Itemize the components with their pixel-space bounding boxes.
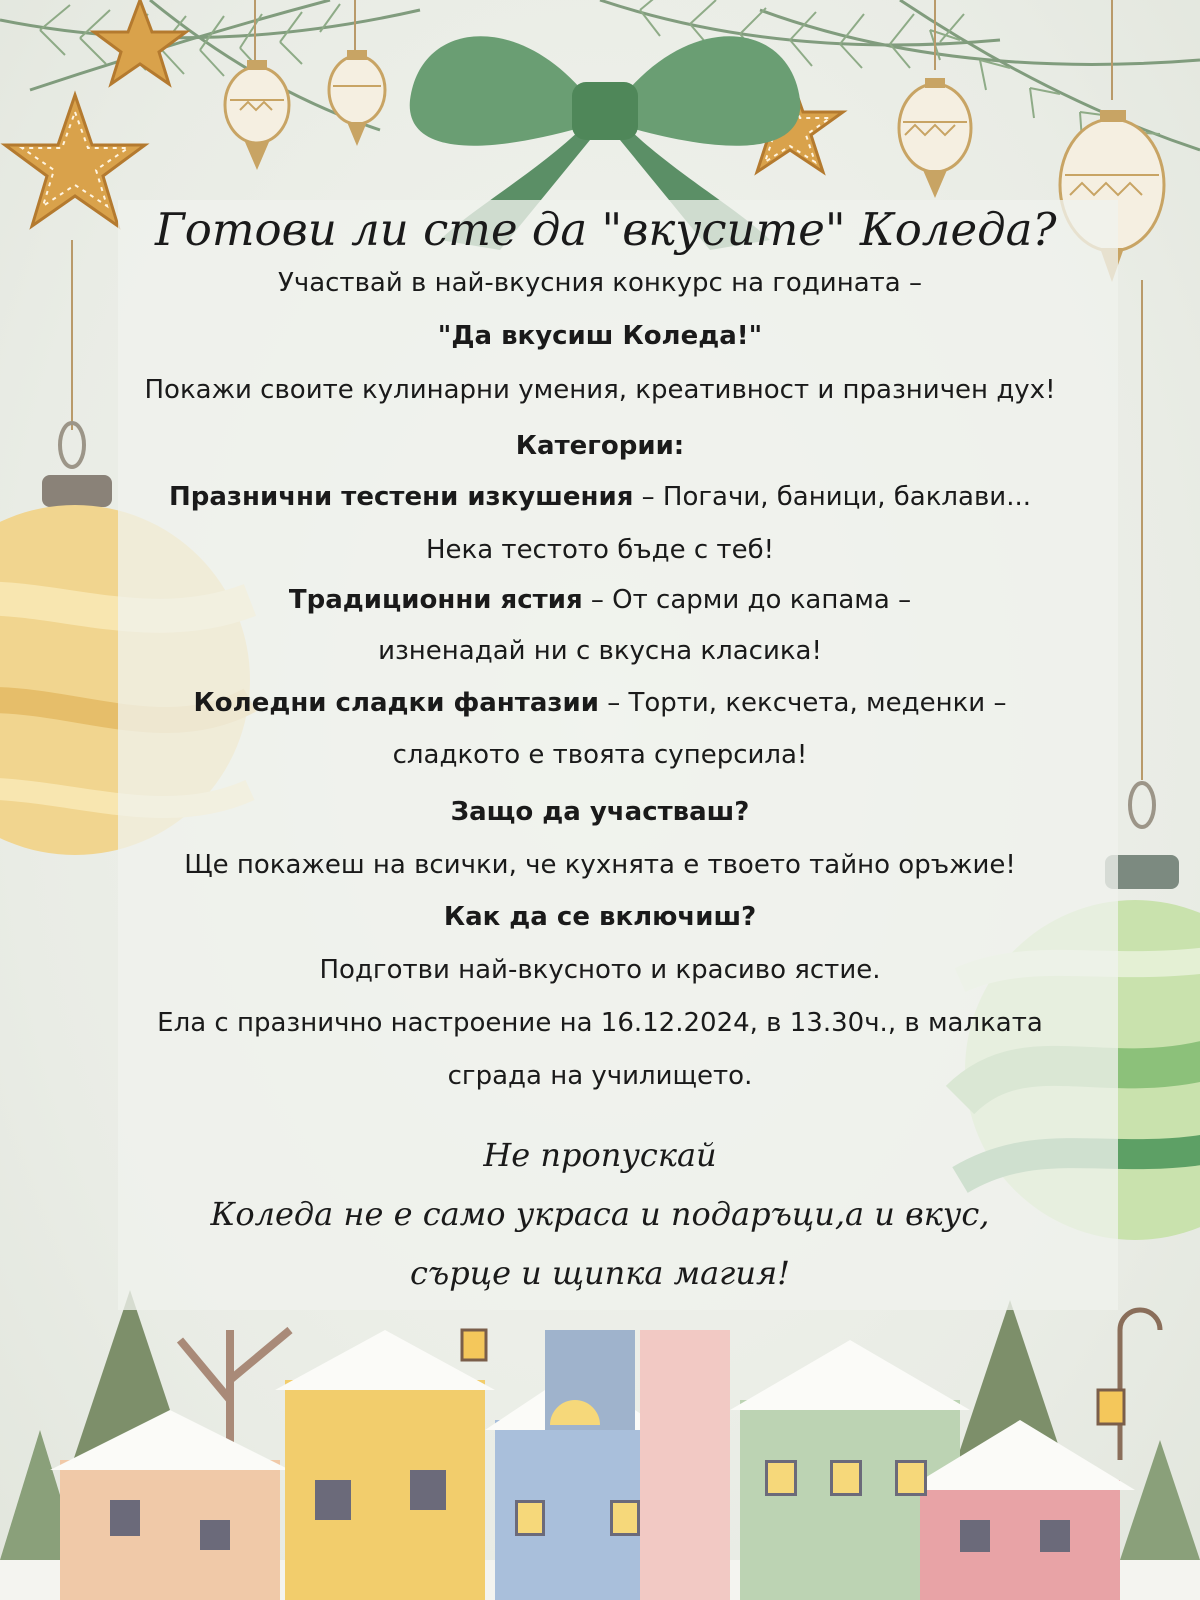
category-name: Коледни сладки фантазии bbox=[193, 688, 599, 718]
category-desc: – Торти, кексчета, меденки – bbox=[598, 688, 1007, 718]
category-name: Празнични тестени изкушения bbox=[169, 482, 634, 512]
category-name: Традиционни ястия bbox=[288, 585, 583, 615]
category-desc-2: изненадай ни с вкусна класика! bbox=[378, 636, 822, 666]
category-item bbox=[0, 686, 1200, 720]
closing-line-1: Не пропускай bbox=[483, 1136, 717, 1174]
category-item bbox=[0, 583, 1200, 617]
closing-line-3: сърце и щипка магия! bbox=[410, 1254, 790, 1292]
category-desc: – От сарми до капама – bbox=[582, 585, 912, 615]
category-desc-2: Нека тестото бъде с теб! bbox=[425, 535, 775, 565]
how-text-3: сграда на училището. bbox=[447, 1061, 753, 1091]
why-heading: Защо да участваш? bbox=[450, 797, 750, 827]
category-desc-2: сладкото е твоята суперсила! bbox=[392, 740, 808, 770]
how-text-1: Подготви най-вкусното и красиво ястие. bbox=[319, 955, 881, 985]
why-text: Ще покажеш на всички, че кухнята е твоето тайно оръжие! bbox=[184, 850, 1016, 880]
winter-village-icon bbox=[0, 1290, 1200, 1600]
closing-line-2: Коледа не е само украса и подаръци,а и вкус, bbox=[210, 1195, 990, 1233]
category-item bbox=[0, 480, 1200, 514]
call-to-action: Покажи своите кулинарни умения, креативност и празничен дух! bbox=[144, 375, 1056, 405]
categories-heading: Категории: bbox=[515, 431, 685, 461]
contest-name: "Да вкусиш Коледа!" bbox=[437, 321, 763, 351]
how-heading: Как да се включиш? bbox=[443, 902, 757, 932]
intro-text: Участвай в най-вкусния конкурс на годината – bbox=[278, 268, 922, 298]
category-desc: – Погачи, баници, баклави... bbox=[633, 482, 1031, 512]
how-text-2: Ела с празнично настроение на 16.12.2024, в 13.30ч., в малката bbox=[157, 1008, 1043, 1038]
page-title: Готови ли сте да "вкусите" Коледа? bbox=[155, 203, 1057, 256]
